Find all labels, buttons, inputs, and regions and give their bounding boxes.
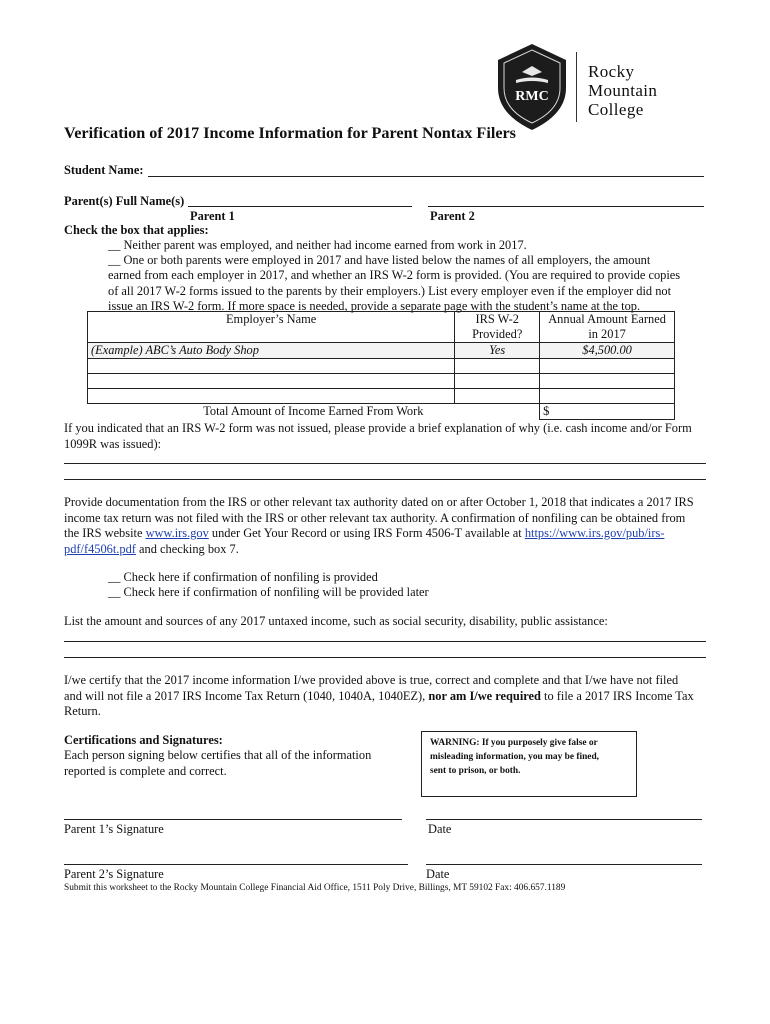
certification-text: [64, 673, 714, 720]
w2-explanation-text: [64, 421, 714, 452]
confirmation-provided-option[interactable]: __ Check here if confirmation of nonfiling is provided: [108, 570, 378, 584]
example-employer: (Example) ABC’s Auto Body Shop: [88, 343, 455, 359]
example-amount: $4,500.00: [540, 343, 675, 359]
check-heading: Check the box that applies:: [64, 223, 209, 237]
w2-explanation-line: If you indicated that an IRS W-2 form was not issued, please provide a brief explanation of why (i.e. cash income and/or Form: [64, 421, 692, 435]
total-label: Total Amount of Income Earned From Work: [88, 404, 540, 420]
certification-text-segment: to file a 2017 IRS Income Tax: [540, 688, 694, 703]
parent1-date-label: Date: [428, 822, 452, 836]
certification-emphasis: nor am I/we required: [428, 688, 541, 703]
option-employed-detail: [108, 268, 708, 315]
parents-full-name-label: Parent(s) Full Name(s): [64, 194, 185, 208]
parent2-date-label: Date: [426, 867, 450, 881]
documentation-line: [64, 526, 714, 542]
documentation-line: income tax return was not filed with the IRS or other relevant tax authority. A confirmation of nonfiling can be obtained from: [64, 510, 686, 525]
untaxed-income-field[interactable]: [64, 641, 706, 642]
table-row-example: [88, 343, 675, 359]
warning-line: misleading information, you may be fined,: [430, 752, 600, 762]
parent1-signature-field[interactable]: [64, 819, 402, 820]
col-amount-header: [540, 312, 675, 343]
col-employer-header: [88, 312, 455, 343]
crest-initials: RMC: [515, 89, 549, 104]
certification-line: I/we certify that the 2017 income information I/we provided above is true, correct and complete and that I/we have not filed: [64, 673, 679, 687]
signatures-text-line: reported is complete and correct.: [64, 763, 227, 778]
documentation-text-segment: and checking box 7.: [135, 541, 239, 556]
col-employer-label: Employer’s Name: [225, 312, 317, 326]
table-total-row: [88, 404, 675, 420]
signatures-text: [64, 748, 404, 779]
page-title: Verification of 2017 Income Information for Parent Nontax Filers: [64, 124, 516, 142]
documentation-text: [64, 495, 714, 557]
parent2-date-field[interactable]: [426, 864, 702, 865]
untaxed-income-field[interactable]: [64, 657, 706, 658]
student-name-label: Student Name:: [64, 163, 144, 177]
form-4506t-link-cont[interactable]: pdf/f4506t.pdf: [64, 541, 136, 556]
logo-divider: [576, 52, 577, 122]
certification-line: Return.: [64, 704, 101, 718]
crest-icon: [494, 42, 570, 132]
explanation-field[interactable]: [64, 463, 706, 464]
parent2-signature-label: Parent 2’s Signature: [64, 867, 164, 881]
col-w2-header: [455, 312, 540, 343]
college-name-line2: Mountain: [588, 81, 658, 100]
option-employed-line: issue an IRS W-2 form. If more space is needed, provide a separate page with the student’s name at the top.: [108, 299, 641, 313]
parent2-name-field[interactable]: [428, 206, 704, 207]
confirmation-later-option[interactable]: __ Check here if confirmation of nonfiling will be provided later: [108, 585, 429, 599]
documentation-text-segment: under Get Your Record or using IRS Form 4506-T available at: [208, 526, 525, 540]
form-4506t-link[interactable]: https://www.irs.gov/pub/irs-: [524, 526, 665, 540]
table-row[interactable]: [88, 374, 675, 389]
warning-box: [421, 731, 637, 797]
table-header-row: [88, 312, 675, 343]
documentation-line: [64, 542, 714, 558]
col-amount-label: Annual Amount Earned: [548, 312, 666, 326]
option-employed[interactable]: [108, 253, 708, 269]
col-w2-label: IRS W-2: [475, 312, 519, 326]
option-no-employment[interactable]: __ Neither parent was employed, and neither had income earned from work in 2017.: [108, 238, 527, 252]
certification-text-segment: and will not file a 2017 IRS Income Tax Return (1040, 1040A, 1040EZ),: [64, 688, 429, 703]
untaxed-income-label: List the amount and sources of any 2017 untaxed income, such as social security, disability, public assistance:: [64, 614, 608, 628]
parent1-date-field[interactable]: [426, 819, 702, 820]
footer-text: Submit this worksheet to the Rocky Mountain College Financial Aid Office, 1511 Poly Drive, Billings, MT 59102 Fax: 406.657.1189: [64, 883, 566, 893]
table-row[interactable]: [88, 359, 675, 374]
parent1-label: Parent 1: [190, 209, 235, 223]
parent2-label: Parent 2: [430, 209, 475, 223]
col-w2-label: Provided?: [472, 327, 523, 341]
col-amount-label: in 2017: [588, 327, 626, 341]
signatures-text-line: Each person signing below certifies that all of the information: [64, 748, 372, 762]
option-employed-line: earned from each employer in 2017, and whether an IRS W-2 form is provided. (You are required to provide copies: [108, 268, 681, 282]
signatures-heading: Certifications and Signatures:: [64, 733, 223, 747]
employer-table: [87, 311, 675, 420]
warning-line: WARNING: If you purposely give false or: [430, 738, 598, 748]
documentation-line: Provide documentation from the IRS or other relevant tax authority dated on or after October 1, 2018 that indicates a 2017 IRS: [64, 495, 694, 509]
college-name-line1: Rocky: [588, 62, 635, 81]
total-value[interactable]: $: [540, 404, 675, 420]
parent1-name-field[interactable]: [188, 206, 412, 207]
option-employed-line: of all 2017 W-2 forms issued to the parents by their employers.) List every employer even if the employer did not: [108, 283, 672, 298]
table-row[interactable]: [88, 389, 675, 404]
warning-line: sent to prison, or both.: [430, 766, 521, 776]
student-name-field[interactable]: [148, 176, 704, 177]
example-w2: Yes: [455, 343, 540, 359]
parent2-signature-field[interactable]: [64, 864, 408, 865]
irs-website-link[interactable]: www.irs.gov: [145, 526, 209, 540]
explanation-field[interactable]: [64, 479, 706, 480]
w2-explanation-line: 1099R was issued):: [64, 436, 162, 451]
college-logo: [494, 42, 694, 132]
certification-line: [64, 689, 714, 705]
parent1-signature-label: Parent 1’s Signature: [64, 822, 164, 836]
college-name-line3: College: [588, 100, 644, 119]
documentation-text-segment: the IRS website: [64, 526, 146, 540]
option-employed-line: __ One or both parents were employed in 2017 and have listed below the names of all employers, the amount: [108, 253, 651, 267]
